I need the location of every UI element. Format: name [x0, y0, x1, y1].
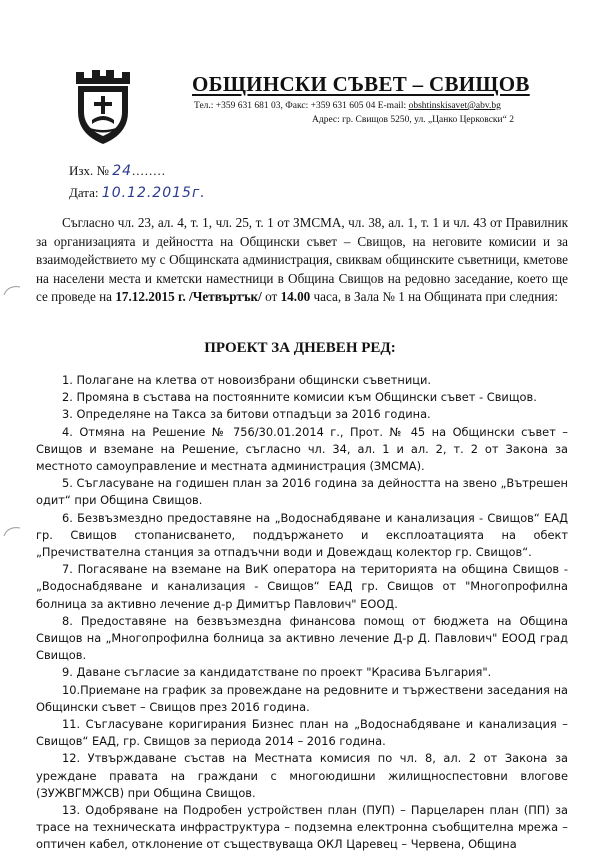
agenda-item: 12. Утвърждаване състав на Местната комисия по чл. 8, ал. 2 от Закона за уреждане правата на граждани с многоюдишни жилищноспестовни влогове (ЗУЖВГМЖСВ) при Община Свищов.	[36, 751, 568, 800]
agenda-item: 3. Определяне на Такса за битови отпадъци за 2016 година.	[62, 407, 431, 422]
contact-phone-fax: Тел.: +359 631 681 03, Факс: +359 631 605 04 E-mail:	[194, 101, 409, 111]
date-value: 10.12.2015г.	[101, 185, 206, 201]
agenda-item: 4. Отмяна на Решение № 756/30.01.2014 г., Прот. № 45 на Общински съвет – Свищов и вземане на Решение, съгласно чл. 34, ал. 1 и ал. 2, т. 2 от Закона за местното самоуправление и местната администрация (ЗМСМА).	[36, 424, 568, 474]
address-line: Адрес: гр. Свищов 5250, ул. „Цанко Церковски“ 2	[312, 115, 514, 125]
agenda-title: ПРОЕКТ ЗА ДНЕВЕН РЕД:	[204, 340, 396, 356]
intro-text-part1: Съгласно чл. 23, ал. 4, т. 1, чл. 25, т. 1 от ЗМСМА, чл. 38, ал. 1, т. 1 и чл. 43 от Правилник за организацията и дейността на Общински съвет – Свищов, на неговите комисии и за взаимодействието му с Общинската администрация, свиквам общинските съветници, кметове на населени места и кметски наместници в Община Свищов на редовно заседание, което ще се проведе на	[36, 215, 568, 304]
agenda-item: 1. Полагане на клетва от новоизбрани общински съветници.	[62, 373, 432, 387]
convocation-paragraph	[36, 214, 568, 307]
agenda-item: 6. Безвъзмездно предоставяне на „Водоснабдяване и канализация - Свищов“ ЕАД гр. Свищов стопанисването, поддържането и експлоатацията на обект „Пречиствателна станция за отпадъчни води и Довеждащ колектор гр. Свищов“.	[36, 510, 568, 560]
punch-hole-mark	[2, 284, 22, 296]
agenda-list	[36, 372, 568, 854]
agenda-item: 11. Съгласуване коригирания Бизнес план на „Водоснабдяване и канализация – Свищов“ ЕАД, гр. Свищов за периода 2014 – 2016 година.	[36, 717, 568, 749]
email-link[interactable]: obshtinskisavet@abv.bg	[408, 101, 501, 111]
outgoing-number-row	[69, 163, 166, 179]
session-date: 17.12.2015 г. /Четвъртък/	[115, 289, 262, 304]
outgoing-number-dots: ........	[132, 163, 167, 178]
outgoing-number-label: Изх. №	[69, 163, 109, 178]
agenda-item: 2. Промяна в състава на постоянните комисии към Общински съвет - Свищов.	[62, 390, 537, 405]
date-row	[69, 185, 206, 201]
date-label: Дата:	[69, 185, 99, 200]
organization-title: ОБЩИНСКИ СЪВЕТ – СВИЩОВ	[192, 72, 530, 96]
punch-hole-mark	[2, 525, 22, 537]
coat-of-arms-icon	[70, 62, 136, 146]
agenda-item: 13. Одобряване на Подробен устройствен план (ПУП) – Парцеларен план (ПП) за трасе на техническата инфраструктура – подземна електронна съобщителна мрежа – оптичен кабел, отклонение от съществуваща ОКЛ Царевец – Червена, Община	[36, 803, 568, 852]
agenda-item: 9. Даване съгласие за кандидатстване по проект "Красива България".	[62, 665, 492, 680]
contact-line	[194, 101, 501, 111]
agenda-item: 8. Предоставяне на безвъзмездна финансова помощ от бюджета на Община Свищов на „Многопрофилна болница за активно лечение Д-р Д. Павлович" ЕООД град Свищов.	[36, 613, 568, 663]
agenda-item: 10.Приемане на график за провеждане на редовните и тържествени заседания на Общински съвет – Свищов през 2016 година.	[36, 682, 568, 714]
agenda-item: 5. Съгласуване на годишен план за 2016 година за дейността на звено „Вътрешен одит“ при Община Свищов.	[36, 476, 568, 508]
outgoing-number-value: 24	[112, 163, 133, 179]
agenda-item: 7. Погасяване на вземане на ВиК оператора на територията на община Свищов - „Водоснабдяване и канализация - Свищов“ ЕАД гр. Свищов от "Многопрофилна болница за активно лечение д-р Димитър Павлович" ЕООД.	[36, 562, 568, 611]
intro-text-part2: от	[261, 289, 281, 304]
intro-text-part3: часа, в Зала № 1 на Общината при следния:	[310, 289, 559, 304]
session-time: 14.00	[280, 289, 311, 304]
